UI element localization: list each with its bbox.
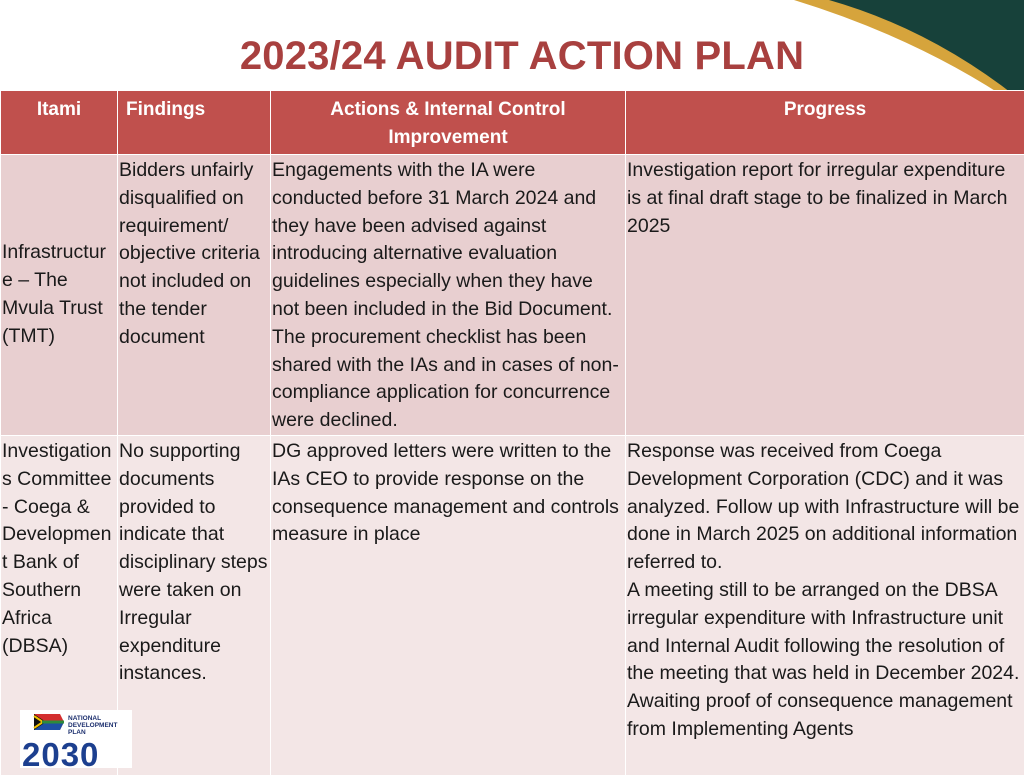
svg-text:NATIONAL: NATIONAL xyxy=(68,715,101,722)
header-actions: Actions & Internal Control Improvement xyxy=(271,91,626,155)
progress-paragraph: A meeting still to be arranged on the DBSA irregular expenditure with Infrastructure unit and Internal Audit following the resolution of the meeting that was held in December 2024. Awaiting proof of consequence management from Implementing Agents xyxy=(627,577,1022,744)
table-header-row xyxy=(1,91,1024,155)
table-row xyxy=(1,155,1024,436)
audit-action-plan-table xyxy=(0,90,1024,776)
header-findings: Findings xyxy=(118,91,271,155)
svg-text:DEVELOPMENT: DEVELOPMENT xyxy=(68,722,118,729)
page-title: 2023/24 AUDIT ACTION PLAN xyxy=(0,34,1024,79)
cell-actions: Engagements with the IA were conducted before 31 March 2024 and they have been advised against introducing alternative evaluation guidelines especially when they have not been included in the Bid Document. The procurement checklist has been shared with the IAs and in cases of non-compliance application for concurrence were declined. xyxy=(271,155,626,436)
flag-emblem-icon xyxy=(34,714,64,730)
cell-findings: No supporting documents provided to indicate that disciplinary steps were taken on Irregular expenditure instances. xyxy=(118,435,271,775)
cell-item: Investigations Committee - Coega & Development Bank of Southern Africa (DBSA) xyxy=(1,435,118,775)
progress-paragraph: Response was received from Coega Development Corporation (CDC) and it was analyzed. Follow up with Infrastructure will be done in March 2025 on additional information referred to. xyxy=(627,438,1022,577)
ndp-2030-logo xyxy=(20,710,132,768)
cell-progress: Investigation report for irregular expenditure is at final draft stage to be finalized in March 2025 xyxy=(626,155,1024,436)
cell-findings: Bidders unfairly disqualified on requirement/ objective criteria not included on the tender document xyxy=(118,155,271,436)
svg-text:2030: 2030 xyxy=(22,736,99,768)
table-row xyxy=(1,435,1024,775)
cell-actions: DG approved letters were written to the IAs CEO to provide response on the consequence management and controls measure in place xyxy=(271,435,626,775)
header-itami: Itami xyxy=(1,91,118,155)
cell-item: Infrastructure – The Mvula Trust (TMT) xyxy=(1,155,118,436)
svg-text:PLAN: PLAN xyxy=(68,729,86,736)
cell-progress xyxy=(626,435,1024,775)
header-progress: Progress xyxy=(626,91,1024,155)
